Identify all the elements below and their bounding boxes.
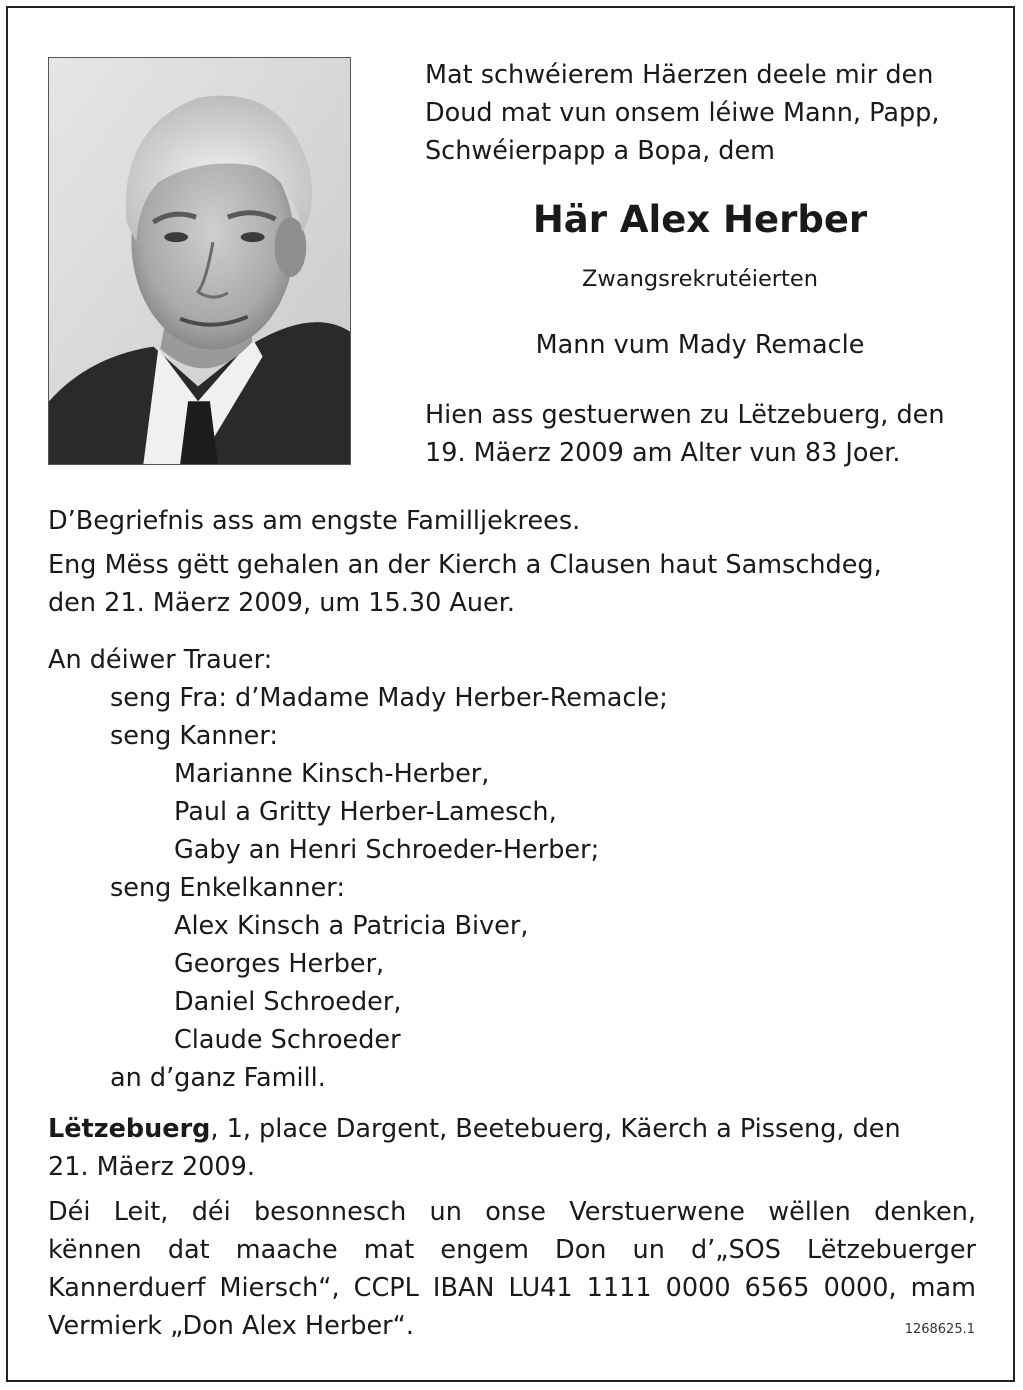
address-date: 21. Mäerz 2009. <box>48 1152 255 1182</box>
deceased-subtitle: Zwangsrekrutéierten <box>582 266 818 292</box>
children-label: seng Kanner: <box>110 721 278 751</box>
portrait-illustration <box>49 58 350 464</box>
spouse-line: Mann vum Mady Remacle <box>535 330 865 360</box>
family-line: an d’ganz Famill. <box>110 1063 326 1093</box>
portrait-photo <box>48 57 351 465</box>
address-line <box>48 1110 976 1148</box>
address-block <box>48 1110 976 1186</box>
mass-notice <box>48 546 976 622</box>
death-notice-line: Hien ass gestuerwen zu Lëtzebuerg, den <box>425 400 945 430</box>
intro-line: Mat schwéierem Häerzen deele mir den <box>425 60 934 90</box>
donation-line: Déi Leit, déi besonnesch un onse Verstuerwene wëllen denken, <box>48 1197 976 1227</box>
child-entry: Gaby an Henri Schroeder-Herber; <box>174 835 600 865</box>
intro-text <box>425 56 985 170</box>
donation-line: Kannerduerf Miersch“, CCPL IBAN LU41 1111 0000 6565 0000, mam <box>48 1273 976 1303</box>
grandchild-entry: Georges Herber, <box>174 949 385 979</box>
mass-line: Eng Mëss gëtt gehalen an der Kierch a Clausen haut Samschdeg, <box>48 550 882 580</box>
burial-line: D’Begriefnis ass am engste Familljekrees. <box>48 506 581 536</box>
donation-line: Vermierk „Don Alex Herber“. <box>48 1311 414 1341</box>
intro-line: Schwéierpapp a Bopa, dem <box>425 136 776 166</box>
donation-notice <box>48 1193 976 1345</box>
mourners-heading: An déiwer Trauer: <box>48 645 273 675</box>
death-notice <box>425 396 985 472</box>
deceased-name: Här Alex Herber <box>532 198 868 241</box>
intro-line: Doud mat vun onsem léiwe Mann, Papp, <box>425 98 940 128</box>
child-entry: Marianne Kinsch-Herber, <box>174 759 490 789</box>
mourners-list <box>48 641 976 1097</box>
child-entry: Paul a Gritty Herber-Lamesch, <box>174 797 557 827</box>
grandchildren-label: seng Enkelkanner: <box>110 873 345 903</box>
grandchild-entry: Alex Kinsch a Patricia Biver, <box>174 911 529 941</box>
grandchild-entry: Daniel Schroeder, <box>174 987 402 1017</box>
mourner-wife: seng Fra: d’Madame Mady Herber-Remacle; <box>110 683 668 713</box>
address-place: Lëtzebuerg <box>48 1114 211 1144</box>
reference-number: 1268625.1 <box>904 1322 975 1337</box>
grandchild-entry: Claude Schroeder <box>174 1025 401 1055</box>
address-rest: , 1, place Dargent, Beetebuerg, Käerch a Pisseng, den <box>210 1114 901 1144</box>
donation-line: kënnen dat maache mat engem Don un d’„SOS Lëtzebuerger <box>48 1235 976 1265</box>
death-notice-line: 19. Mäerz 2009 am Alter vun 83 Joer. <box>425 438 901 468</box>
burial-notice <box>48 502 976 540</box>
mass-line: den 21. Mäerz 2009, um 15.30 Auer. <box>48 588 515 618</box>
